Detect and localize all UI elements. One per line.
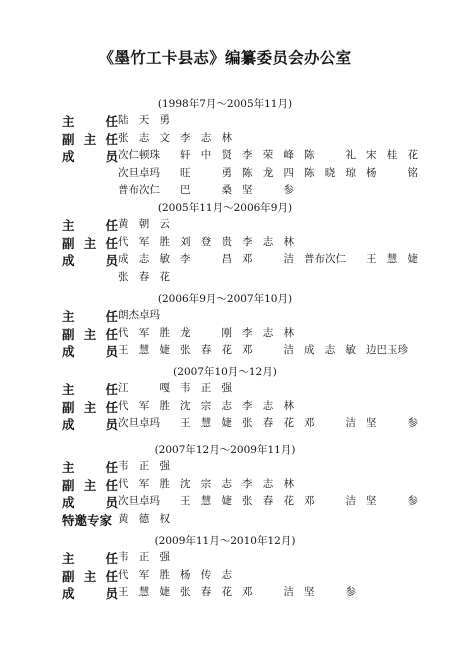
- member-names: [118, 584, 356, 599]
- committee-row: [62, 165, 418, 181]
- member-names: [118, 269, 170, 284]
- member-name: 普布次仁: [118, 184, 160, 196]
- member-name: 成 志 敏: [118, 253, 170, 265]
- role-label: 成 员: [62, 253, 118, 268]
- committee-row: [62, 584, 402, 600]
- role-label: 成 员: [62, 344, 118, 359]
- member-name: 邓 洁: [304, 417, 356, 429]
- member-names: [118, 182, 294, 197]
- member-name: 李 志 林: [242, 399, 294, 412]
- member-name: 代 军 胜: [118, 477, 170, 490]
- member-names: [118, 147, 418, 162]
- member-name: 陈 晓 琼: [304, 166, 356, 179]
- role-label: 副 主 任: [62, 477, 118, 493]
- committee-row: [62, 458, 402, 474]
- committee-row: [62, 415, 418, 432]
- committee-row: [62, 380, 402, 396]
- member-name: 王 慧 婕: [180, 417, 232, 429]
- role-label: 副 主 任: [62, 326, 118, 342]
- member-name: 王 慧 婕: [366, 253, 418, 265]
- committee-row: [62, 147, 418, 164]
- role-label: 副 主 任: [62, 568, 118, 584]
- member-name: 代 军 胜: [118, 326, 170, 339]
- member-name: 坚 参: [242, 184, 294, 196]
- member-name: 代 军 胜: [118, 235, 170, 248]
- member-name: 杨 传 志: [180, 568, 232, 581]
- committee-row: [62, 269, 402, 285]
- member-names: [118, 325, 294, 340]
- period-heading: (2007年10月～12月): [173, 366, 277, 378]
- member-name: 张 春 花: [242, 417, 294, 429]
- member-name: 黄 德 权: [118, 512, 170, 525]
- role-label: 副 主 任: [62, 235, 118, 251]
- member-name: 李 志 林: [242, 326, 294, 339]
- committee-row: [62, 398, 402, 414]
- role-label: 副 主 任: [62, 399, 118, 415]
- member-names: [118, 165, 418, 180]
- member-name: 沈 宗 志: [180, 477, 232, 490]
- role-label: 主 任: [62, 309, 118, 324]
- committee-row: [62, 325, 402, 341]
- member-name: 江 嘎: [118, 382, 170, 394]
- member-name: 巴 桑: [180, 184, 232, 196]
- member-name: 次仁顿珠: [118, 149, 160, 161]
- committee-row: [62, 307, 402, 323]
- member-name: 张 春 花: [180, 344, 232, 356]
- member-name: 李 志 林: [242, 477, 294, 490]
- period-heading: (2006年9月～2007年10月): [157, 293, 293, 305]
- member-name: 韦 正 强: [118, 551, 170, 563]
- member-name: 边巴玉珍: [366, 344, 408, 356]
- committee-row: [62, 511, 402, 527]
- period-heading: (1998年7月～2005年11月): [157, 98, 293, 110]
- member-name: 刘 登 贵: [180, 235, 232, 248]
- committee-row: [62, 251, 418, 268]
- role-label: 主 任: [62, 114, 118, 129]
- member-name: 杨 铭: [366, 166, 418, 179]
- member-name: 成 志 敏: [304, 344, 356, 356]
- role-label: 主 任: [62, 382, 118, 397]
- member-names: [118, 415, 418, 430]
- role-label: 成 员: [62, 417, 118, 432]
- member-name: 坚 参: [366, 417, 418, 429]
- member-name: 韦 正 强: [180, 382, 232, 394]
- member-names: [118, 342, 418, 357]
- member-names: [118, 549, 170, 564]
- committee-row: [62, 476, 402, 492]
- member-names: [118, 112, 170, 127]
- member-name: 张 志 文: [118, 131, 170, 144]
- role-label: 主 任: [62, 218, 118, 233]
- member-name: 王 慧 婕: [118, 344, 170, 356]
- member-name: 次旦卓玛: [118, 495, 160, 507]
- committee-row: [62, 493, 418, 510]
- role-label: 成 员: [62, 586, 118, 601]
- committee-row: [62, 342, 408, 359]
- member-name: 次旦卓玛: [118, 417, 160, 429]
- member-name: 黄 朝 云: [118, 218, 170, 230]
- member-name: 张 春 花: [242, 495, 294, 507]
- committee-row: [62, 549, 402, 565]
- member-names: [118, 234, 294, 249]
- period-heading: (2007年12月～2009年11月): [154, 444, 296, 456]
- member-name: 旺 勇: [180, 166, 232, 179]
- member-name: 邓 洁: [304, 495, 356, 507]
- member-name: 沈 宗 志: [180, 399, 232, 412]
- member-names: [118, 130, 232, 145]
- period-heading: (2009年11月～2010年12月): [154, 535, 296, 547]
- role-label: 主 任: [62, 460, 118, 475]
- page-title: 《墨竹工卡县志》编纂委员会办公室: [98, 48, 352, 67]
- member-name: 坚 参: [366, 495, 418, 507]
- member-names: [118, 476, 294, 491]
- member-name: 朗杰卓玛: [118, 309, 160, 321]
- member-name: 邓 洁: [242, 586, 294, 598]
- committee-row: [62, 216, 402, 232]
- member-name: 宋 桂 花: [366, 149, 418, 161]
- member-names: [118, 307, 170, 322]
- member-names: [118, 398, 294, 413]
- member-names: [118, 511, 170, 526]
- member-name: 王 慧 婕: [180, 495, 232, 507]
- member-name: 陆 天 勇: [118, 114, 170, 126]
- member-name: 坚 参: [304, 586, 356, 598]
- committee-row: [62, 182, 402, 198]
- member-names: [118, 216, 170, 231]
- period-heading: (2005年11月～2006年9月): [157, 202, 293, 214]
- member-name: 普布次仁: [304, 253, 346, 265]
- member-name: 代 军 胜: [118, 399, 170, 412]
- role-label: 特邀专家: [62, 512, 113, 528]
- role-label: 副 主 任: [62, 131, 118, 147]
- committee-row: [62, 567, 402, 583]
- member-name: 李 志 林: [242, 235, 294, 248]
- member-names: [118, 458, 170, 473]
- role-label: 成 员: [62, 149, 118, 164]
- committee-row: [62, 234, 402, 250]
- member-name: 次旦卓玛: [118, 166, 160, 179]
- member-name: 陈 龙 四: [242, 166, 294, 179]
- member-name: 张 春 花: [180, 586, 232, 598]
- member-name: 轩 中 贤: [180, 149, 232, 161]
- member-name: 邓 洁: [242, 253, 294, 265]
- member-names: [118, 493, 418, 508]
- committee-row: [62, 112, 402, 128]
- committee-row: [62, 130, 402, 146]
- member-name: 邓 洁: [242, 344, 294, 356]
- member-name: 龙 刚: [180, 326, 232, 339]
- member-names: [118, 251, 418, 266]
- member-name: 李 志 林: [180, 131, 232, 144]
- member-name: 李 昌: [180, 253, 232, 265]
- member-names: [118, 567, 232, 582]
- member-name: 代 军 胜: [118, 568, 170, 581]
- role-label: 主 任: [62, 551, 118, 566]
- member-name: 李 荣 峰: [242, 149, 294, 161]
- role-label: 成 员: [62, 495, 118, 510]
- member-name: 陈 礼: [304, 149, 356, 161]
- member-name: 王 慧 婕: [118, 586, 170, 598]
- member-name: 张 春 花: [118, 270, 170, 283]
- member-name: 韦 正 强: [118, 460, 170, 472]
- member-names: [118, 380, 232, 395]
